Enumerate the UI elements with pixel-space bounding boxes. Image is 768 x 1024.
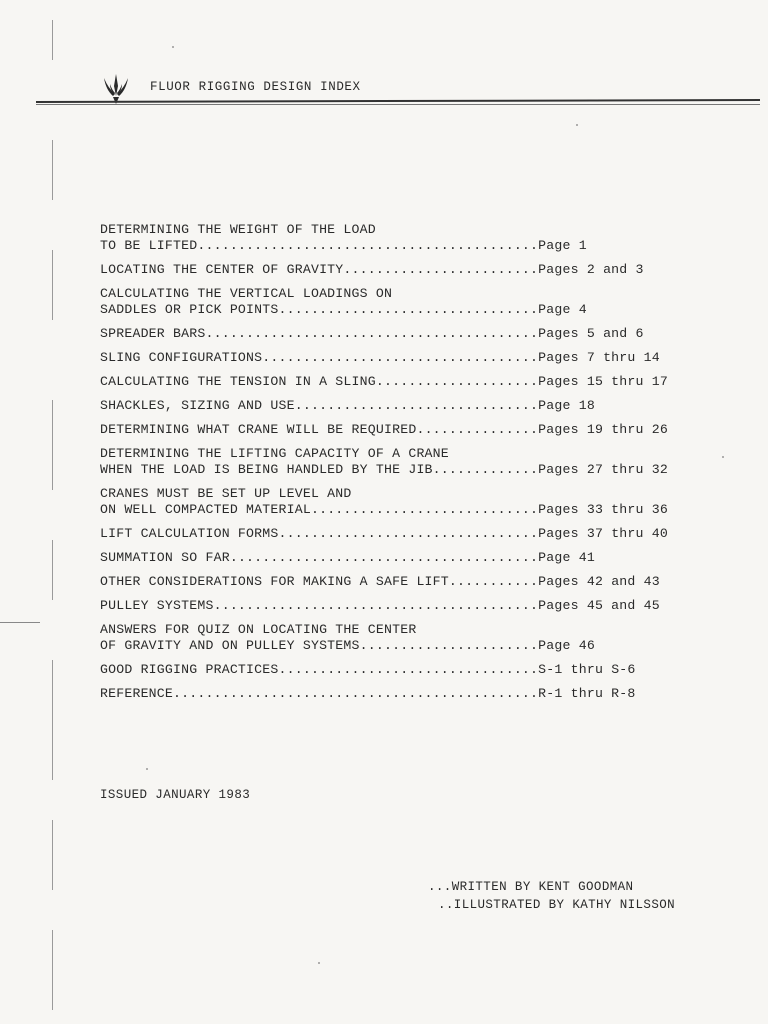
dot-leader: .................................. xyxy=(262,350,539,365)
toc-entry-title: OTHER CONSIDERATIONS FOR MAKING A SAFE LIFT xyxy=(100,574,449,589)
toc-page-ref: Pages 7 thru 14 xyxy=(538,350,660,365)
toc-page-ref: Pages 15 thru 17 xyxy=(538,374,668,389)
dot-leader: ........................ xyxy=(343,262,539,277)
toc-entry-title: OF GRAVITY AND ON PULLEY SYSTEMS xyxy=(100,638,360,653)
header-title: FLUOR RIGGING DESIGN INDEX xyxy=(150,80,361,94)
scan-speck xyxy=(146,768,148,770)
toc-entry-title: SHACKLES, SIZING AND USE xyxy=(100,398,295,413)
toc-entry xyxy=(100,550,668,566)
dot-leader: .......................................... xyxy=(197,238,539,253)
toc-entry-title: WHEN THE LOAD IS BEING HANDLED BY THE JIB xyxy=(100,462,433,477)
toc-entry xyxy=(100,398,668,414)
toc-entry-title: ON WELL COMPACTED MATERIAL xyxy=(100,502,311,517)
toc-entry-title-line: ANSWERS FOR QUIZ ON LOCATING THE CENTER xyxy=(100,622,417,637)
toc-entry-last-line xyxy=(100,550,668,566)
toc-entry-last-line xyxy=(100,686,668,702)
scan-left-margin xyxy=(52,20,53,1010)
toc-entry xyxy=(100,574,668,590)
dot-leader: ........................................ xyxy=(213,598,539,613)
scan-speck xyxy=(318,962,320,964)
toc-entry xyxy=(100,686,668,702)
toc-entry-last-line xyxy=(100,302,668,318)
dot-leader: ...................................... xyxy=(229,550,539,565)
toc-page-ref: Page 46 xyxy=(538,638,595,653)
toc-entry-title: SPREADER BARS xyxy=(100,326,206,341)
toc-entry-title: LIFT CALCULATION FORMS xyxy=(100,526,279,541)
toc-entry xyxy=(100,486,668,518)
toc-entry xyxy=(100,662,668,678)
toc-entry-last-line xyxy=(100,574,668,590)
toc-entry-last-line xyxy=(100,326,668,342)
illustrated-by: ..ILLUSTRATED BY KATHY NILSSON xyxy=(438,898,676,912)
toc-entry-last-line xyxy=(100,662,668,678)
toc-page-ref: Page 4 xyxy=(538,302,587,317)
toc-entry-last-line xyxy=(100,238,668,254)
toc-page-ref: Pages 19 thru 26 xyxy=(538,422,668,437)
toc-entry-last-line xyxy=(100,422,668,438)
toc-page-ref: Pages 37 thru 40 xyxy=(538,526,668,541)
toc-page-ref: Pages 2 and 3 xyxy=(538,262,644,277)
toc-entry-title-line: CALCULATING THE VERTICAL LOADINGS ON xyxy=(100,286,393,301)
toc-page-ref: S-1 thru S-6 xyxy=(538,662,636,677)
dot-leader: ............... xyxy=(416,422,539,437)
toc-entry xyxy=(100,326,668,342)
toc-entry xyxy=(100,598,668,614)
toc-entry-last-line xyxy=(100,462,668,478)
edge-tick xyxy=(0,622,40,623)
header-rule-shadow xyxy=(36,104,760,105)
toc-entry-title: CALCULATING THE TENSION IN A SLING xyxy=(100,374,376,389)
toc-entry-title: PULLEY SYSTEMS xyxy=(100,598,214,613)
toc-page-ref: Page 18 xyxy=(538,398,595,413)
header-rule xyxy=(36,99,760,103)
toc-entry-last-line xyxy=(100,374,668,390)
toc-entry xyxy=(100,286,668,318)
dot-leader: ................................ xyxy=(278,662,539,677)
issued-date: ISSUED JANUARY 1983 xyxy=(100,788,251,802)
toc-entry xyxy=(100,446,668,478)
toc-entry-title: SADDLES OR PICK POINTS xyxy=(100,302,279,317)
toc-entry-title: SLING CONFIGURATIONS xyxy=(100,350,263,365)
dot-leader: .............................. xyxy=(294,398,539,413)
dot-leader: ................................ xyxy=(278,302,539,317)
dot-leader: ................................ xyxy=(278,526,539,541)
toc-entry-title: TO BE LIFTED xyxy=(100,238,198,253)
toc-entry-last-line xyxy=(100,262,668,278)
toc-page-ref: Page 1 xyxy=(538,238,587,253)
scan-speck xyxy=(576,124,578,126)
table-of-contents xyxy=(100,222,668,710)
scan-speck xyxy=(722,456,724,458)
toc-page-ref: Pages 33 thru 36 xyxy=(538,502,668,517)
toc-entry-title: LOCATING THE CENTER OF GRAVITY xyxy=(100,262,344,277)
toc-entry xyxy=(100,422,668,438)
toc-entry-title: SUMMATION SO FAR xyxy=(100,550,230,565)
dot-leader: ............. xyxy=(432,462,539,477)
dot-leader: ............................ xyxy=(310,502,539,517)
toc-entry xyxy=(100,526,668,542)
dot-leader: .................... xyxy=(375,374,539,389)
scan-speck xyxy=(172,46,174,48)
dot-leader: ............................................. xyxy=(173,686,539,701)
dot-leader: ........... xyxy=(448,574,539,589)
toc-entry xyxy=(100,222,668,254)
dot-leader: ......................................... xyxy=(205,326,539,341)
toc-entry-title: DETERMINING WHAT CRANE WILL BE REQUIRED xyxy=(100,422,417,437)
dot-leader: ...................... xyxy=(359,638,539,653)
toc-entry-last-line xyxy=(100,598,668,614)
toc-entry-title-line: CRANES MUST BE SET UP LEVEL AND xyxy=(100,486,352,501)
toc-entry-last-line xyxy=(100,638,668,654)
toc-entry xyxy=(100,350,668,366)
toc-entry-title-line: DETERMINING THE LIFTING CAPACITY OF A CRANE xyxy=(100,446,449,461)
toc-page-ref: Pages 27 thru 32 xyxy=(538,462,668,477)
toc-entry-last-line xyxy=(100,350,668,366)
toc-entry xyxy=(100,374,668,390)
toc-page-ref: Page 41 xyxy=(538,550,595,565)
toc-page-ref: R-1 thru R-8 xyxy=(538,686,636,701)
toc-entry-last-line xyxy=(100,526,668,542)
toc-entry xyxy=(100,262,668,278)
toc-entry-last-line xyxy=(100,502,668,518)
toc-entry-title: REFERENCE xyxy=(100,686,174,701)
toc-entry-title-line: DETERMINING THE WEIGHT OF THE LOAD xyxy=(100,222,376,237)
written-by: ...WRITTEN BY KENT GOODMAN xyxy=(428,880,634,894)
toc-page-ref: Pages 45 and 45 xyxy=(538,598,660,613)
toc-page-ref: Pages 5 and 6 xyxy=(538,326,644,341)
toc-entry xyxy=(100,622,668,654)
toc-entry-title: GOOD RIGGING PRACTICES xyxy=(100,662,279,677)
toc-page-ref: Pages 42 and 43 xyxy=(538,574,660,589)
toc-entry-last-line xyxy=(100,398,668,414)
